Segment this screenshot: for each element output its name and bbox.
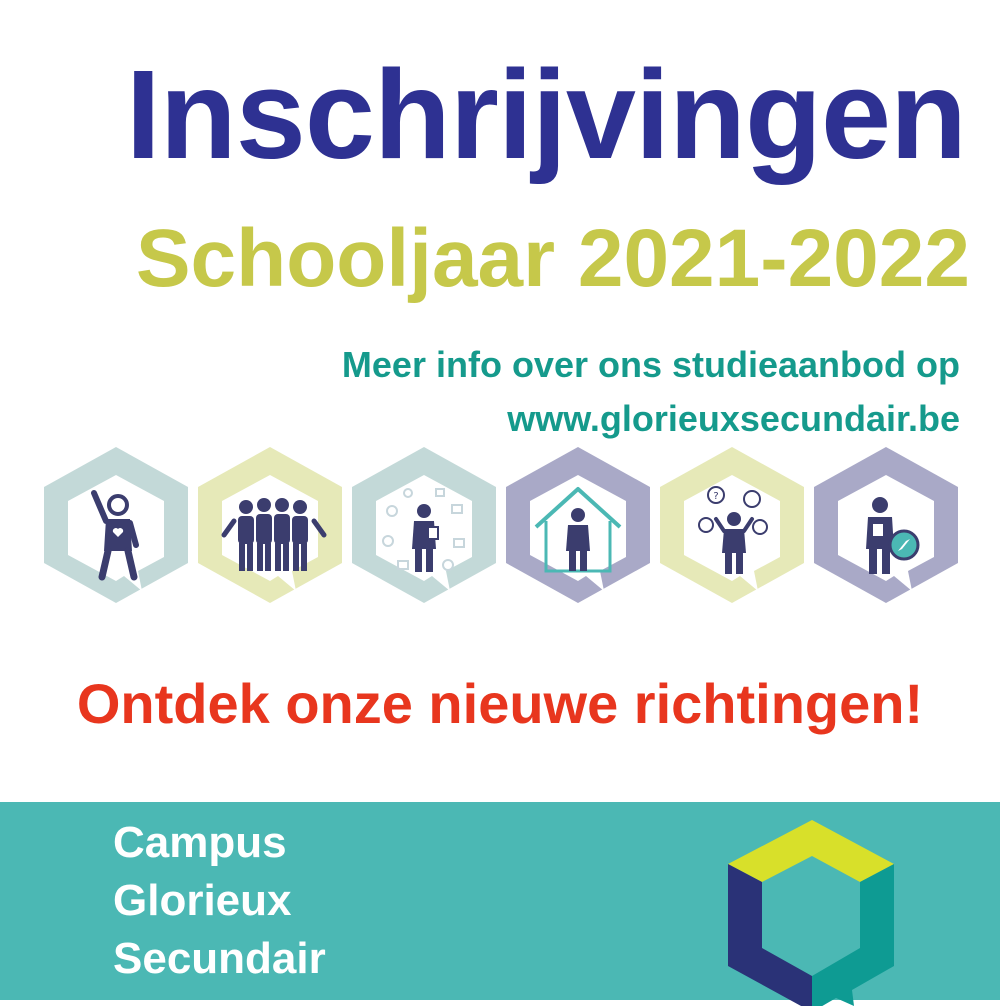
campus-line-3: Secundair bbox=[113, 934, 326, 983]
main-title: Inschrijvingen bbox=[125, 44, 966, 185]
info-block bbox=[342, 338, 960, 446]
campus-line-2: Glorieux bbox=[113, 876, 292, 925]
school-year-subtitle: Schooljaar 2021-2022 bbox=[135, 213, 970, 304]
info-text: Meer info over ons studieaanbod op bbox=[341, 344, 960, 385]
pillar-icons-row bbox=[40, 445, 962, 610]
person-thinking-icon bbox=[656, 445, 808, 605]
campus-line-1: Campus bbox=[113, 818, 287, 867]
group-of-friends-icon bbox=[194, 445, 346, 605]
campus-name bbox=[113, 814, 326, 988]
person-house-icon bbox=[502, 445, 654, 605]
website-link[interactable]: www.glorieuxsecundair.be bbox=[507, 398, 960, 439]
person-compass-icon bbox=[810, 445, 962, 605]
svg-text:?: ? bbox=[713, 491, 719, 502]
school-logo-icon bbox=[726, 816, 896, 1006]
discover-callout: Ontdek onze nieuwe richtingen! bbox=[76, 672, 924, 735]
person-study-icons bbox=[348, 445, 500, 605]
person-heart-icon bbox=[40, 445, 192, 605]
footer-bar bbox=[0, 802, 1000, 1000]
